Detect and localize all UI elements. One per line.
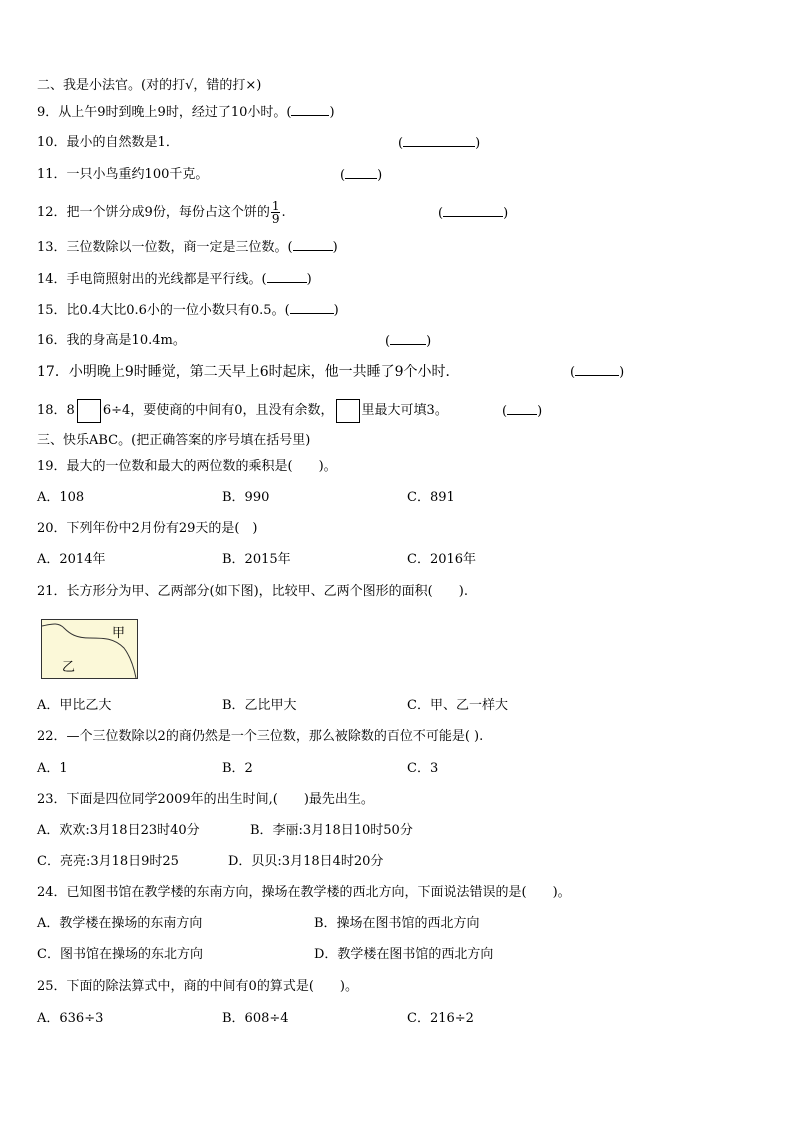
q25-option-b[interactable]: B．608÷4 [222, 1011, 289, 1026]
question-16-text: 16．我的身高是10.4m。 [37, 333, 186, 348]
question-22: 22．—个三位数除以2的商仍然是一个三位数，那么被除数的百位不可能是( ). [37, 729, 484, 744]
q21-option-a[interactable]: A．甲比乙大 [37, 698, 112, 713]
section-title-abc: 三、快乐ABC。(把正确答案的序号填在括号里) [37, 433, 311, 448]
question-23: 23．下面是四位同学2009年的出生时间,( )最先出生。 [37, 792, 374, 807]
answer-paren-16[interactable] [385, 332, 431, 351]
question-17-text: 17．小明晚上9时睡觉，第二天早上6时起床，他一共睡了9个小时． [37, 364, 460, 380]
q23-option-a[interactable]: A．欢欢:3月18日23时40分 [37, 823, 200, 838]
answer-blank-14[interactable] [267, 270, 307, 289]
answer-blank-9[interactable] [291, 103, 329, 122]
question-18-text-c: 里最大可填3。 [361, 403, 448, 418]
answer-paren-12[interactable] [438, 204, 508, 223]
q23-option-c[interactable]: C．亮亮:3月18日9时25 [37, 854, 179, 869]
section-title-judge: 二、我是小法官。(对的打√，错的打×) [37, 78, 262, 93]
question-16 [37, 332, 186, 350]
question-15-paren-close: ) [333, 303, 339, 318]
question-17 [37, 363, 460, 381]
question-14 [37, 270, 312, 289]
answer-paren-10[interactable] [398, 134, 480, 153]
paren-close: ) [377, 168, 383, 183]
q23-option-b[interactable]: B．李丽:3月18日10时50分 [250, 823, 413, 838]
paren-open: ( [502, 404, 508, 419]
question-11 [37, 166, 208, 184]
q23-option-d[interactable]: D．贝贝:3月18日4时20分 [228, 854, 384, 869]
answer-paren-18[interactable] [502, 402, 542, 421]
q25-option-c[interactable]: C．216÷2 [407, 1011, 474, 1026]
question-12 [37, 200, 286, 226]
answer-blank-12[interactable] [443, 204, 503, 217]
question-10 [37, 134, 179, 152]
answer-paren-17[interactable] [570, 363, 624, 382]
question-11-text: 11．一只小鸟重约100千克。 [37, 167, 209, 182]
q19-option-b[interactable]: B．990 [222, 490, 270, 505]
q21-option-c[interactable]: C．甲、乙一样大 [407, 698, 508, 713]
q20-option-a[interactable]: A．2014年 [37, 552, 106, 567]
q22-option-a[interactable]: A．1 [37, 761, 68, 776]
answer-blank-16[interactable] [390, 332, 426, 345]
question-14-paren-close: ) [306, 272, 312, 287]
answer-blank-18[interactable] [507, 402, 537, 415]
paren-open: ( [385, 334, 391, 349]
q19-option-c[interactable]: C．891 [407, 490, 455, 505]
paren-close: ) [537, 404, 543, 419]
answer-paren-11[interactable] [340, 166, 382, 185]
question-9 [37, 103, 335, 122]
answer-blank-15[interactable] [290, 301, 334, 320]
rectangle-figure [41, 619, 138, 679]
region-label-yi: 乙 [62, 660, 76, 675]
paren-open: ( [570, 365, 576, 380]
answer-blank-10[interactable] [403, 134, 475, 147]
paren-close: ) [426, 334, 432, 349]
q21-option-b[interactable]: B．乙比甲大 [222, 698, 297, 713]
q24-option-b[interactable]: B．操场在图书馆的西北方向 [314, 916, 480, 931]
paren-open: ( [340, 168, 346, 183]
question-18-text-b: 6÷4，要使商的中间有0，且没有余数， [102, 403, 334, 418]
question-19: 19．最大的一位数和最大的两位数的乘积是( )。 [37, 459, 337, 474]
question-24: 24．已知图书馆在教学楼的东南方向，操场在教学楼的西北方向，下面说法错误的是( )。 [37, 885, 571, 900]
digit-box-input[interactable] [77, 399, 101, 423]
region-label-jia: 甲 [112, 626, 126, 641]
question-15 [37, 301, 339, 320]
question-9-paren-close: ) [329, 105, 335, 120]
digit-box-reference [336, 399, 360, 423]
q24-option-c[interactable]: C．图书馆在操场的东北方向 [37, 947, 203, 962]
question-10-text: 10．最小的自然数是1． [37, 135, 179, 150]
question-12-period: . [281, 205, 286, 220]
fraction-numerator: 1 [271, 199, 280, 213]
question-13-text: 13．三位数除以一位数，商一定是三位数。( [37, 240, 293, 255]
q22-option-b[interactable]: B．2 [222, 761, 253, 776]
answer-blank-17[interactable] [575, 363, 619, 376]
question-14-text: 14．手电筒照射出的光线都是平行线。( [37, 272, 267, 287]
question-18 [37, 398, 448, 424]
paren-open: ( [398, 136, 404, 151]
q20-option-c[interactable]: C．2016年 [407, 552, 477, 567]
fraction-one-ninth [271, 200, 281, 225]
question-20: 20．下列年份中2月份有29天的是( ) [37, 521, 258, 536]
q19-option-a[interactable]: A．108 [37, 490, 85, 505]
question-12-text: 12．把一个饼分成9份，每份占这个饼的 [37, 205, 270, 220]
q24-option-d[interactable]: D．教学楼在图书馆的西北方向 [314, 947, 494, 962]
question-18-text-a: 18．8 [37, 403, 75, 418]
q24-option-a[interactable]: A．教学楼在操场的东南方向 [37, 916, 203, 931]
q20-option-b[interactable]: B．2015年 [222, 552, 291, 567]
fraction-denominator: 9 [271, 212, 280, 226]
question-13-paren-close: ) [332, 240, 338, 255]
paren-close: ) [619, 365, 625, 380]
question-15-text: 15．比0.4大比0.6小的一位小数只有0.5。( [37, 303, 290, 318]
answer-blank-13[interactable] [293, 238, 333, 257]
q25-option-a[interactable]: A．636÷3 [37, 1011, 104, 1026]
question-13 [37, 238, 338, 257]
question-21: 21．长方形分为甲、乙两部分(如下图)，比较甲、乙两个图形的面积( ). [37, 584, 468, 599]
question-9-text: 9．从上午9时到晚上9时，经过了10小时。( [37, 105, 292, 120]
paren-close: ) [503, 206, 509, 221]
paren-open: ( [438, 206, 444, 221]
question-25: 25．下面的除法算式中，商的中间有0的算式是( )。 [37, 979, 358, 994]
paren-close: ) [475, 136, 481, 151]
q22-option-c[interactable]: C．3 [407, 761, 439, 776]
answer-blank-11[interactable] [345, 166, 377, 179]
